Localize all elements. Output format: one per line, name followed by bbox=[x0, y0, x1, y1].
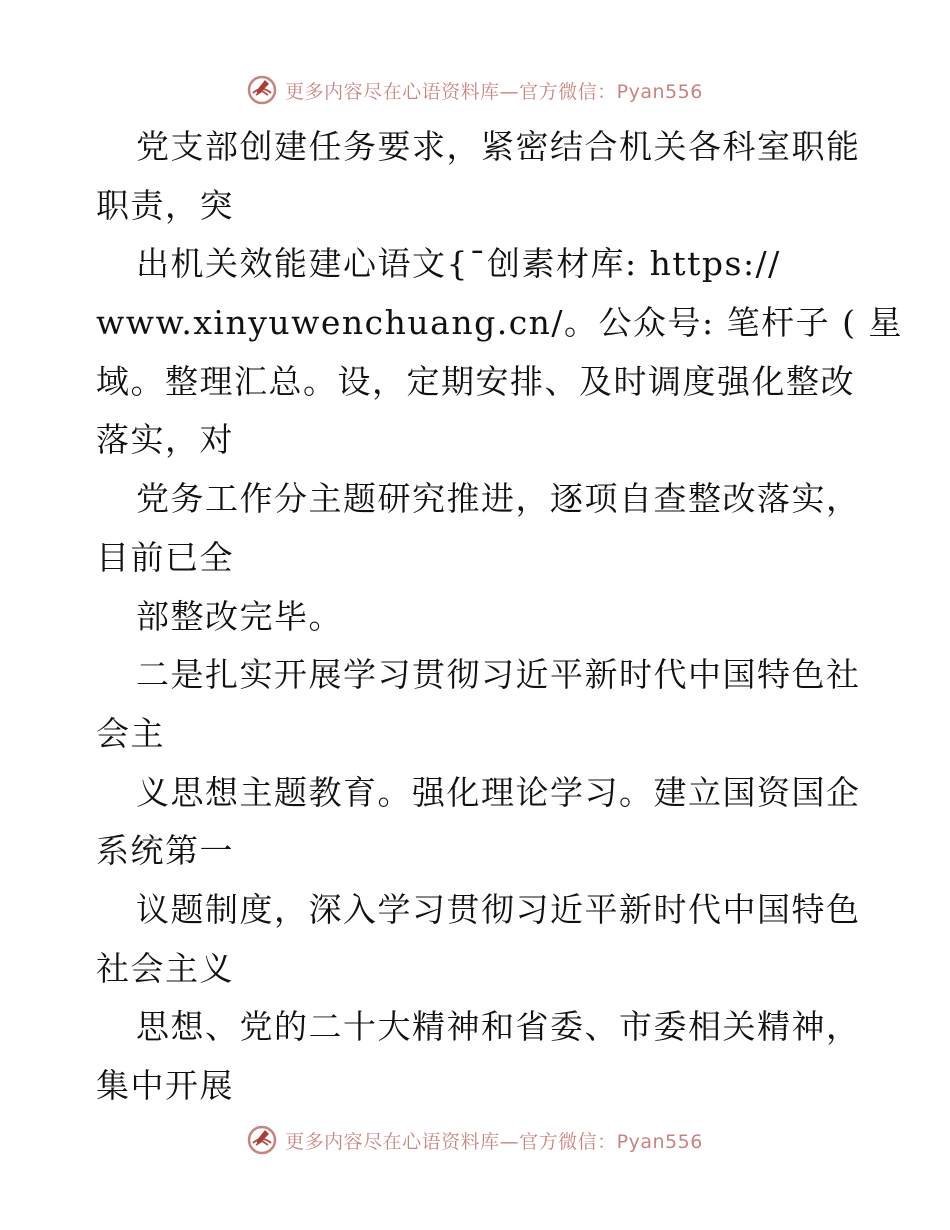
text-line: 出机关效能建心语文{¯创素材库: https:// bbox=[136, 244, 781, 284]
header-watermark-text: 更多内容尽在心语资料库—官方微信：Pyan556 bbox=[285, 80, 703, 103]
text-line: 义思想主题教育。强化理论学习。建立国资国企 bbox=[136, 772, 861, 812]
document-body bbox=[96, 118, 904, 1116]
footer-watermark bbox=[0, 1120, 950, 1160]
text-line: 目前已全 bbox=[96, 537, 234, 577]
text-line: 议题制度，深入学习贯彻习近平新时代中国特色 bbox=[136, 889, 861, 929]
text-line: 职责，突 bbox=[96, 185, 234, 225]
book-pen-logo-icon bbox=[247, 1125, 277, 1155]
text-line: 落实，对 bbox=[96, 420, 234, 460]
book-pen-logo-icon bbox=[247, 75, 277, 105]
text-line: 思想、党的二十大精神和省委、市委相关精神， bbox=[136, 1007, 861, 1047]
text-line: 会主 bbox=[96, 713, 165, 753]
text-line: 二是扎实开展学习贯彻习近平新时代中国特色社 bbox=[136, 655, 861, 695]
text-line: www.xinyuwenchuang.cn/。公众号: 笔杆子 ( 星 bbox=[96, 303, 904, 343]
header-watermark bbox=[0, 70, 950, 110]
text-line: 社会主义 bbox=[96, 948, 234, 988]
text-line: 域。整理汇总。设，定期安排、及时调度强化整改 bbox=[96, 361, 855, 401]
text-line: 党务工作分主题研究推进，逐项自查整改落实， bbox=[136, 479, 861, 519]
text-line: 集中开展 bbox=[96, 1066, 234, 1105]
text-line: 系统第一 bbox=[96, 831, 234, 871]
footer-watermark-text: 更多内容尽在心语资料库—官方微信：Pyan556 bbox=[285, 1130, 703, 1153]
text-line: 部整改完毕。 bbox=[136, 596, 343, 636]
text-line: 党支部创建任务要求，紧密结合机关各科室职能 bbox=[136, 127, 861, 166]
